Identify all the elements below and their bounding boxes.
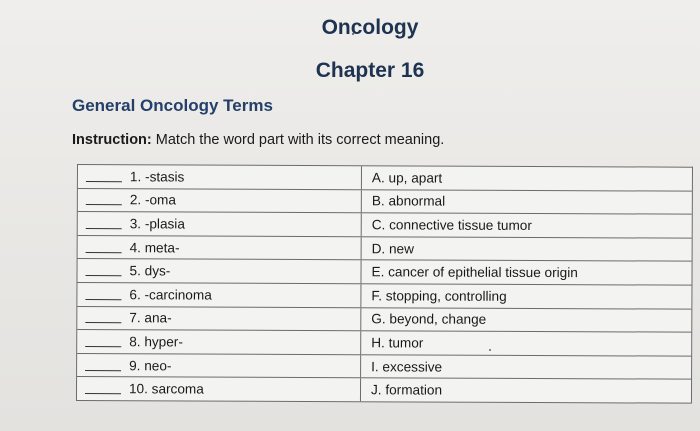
term-cell bbox=[77, 377, 361, 401]
term-text: 2. -oma bbox=[129, 192, 176, 208]
term-cell bbox=[77, 307, 361, 331]
table-row bbox=[77, 330, 691, 356]
answer-blank[interactable] bbox=[85, 289, 121, 300]
page-title: Oncology bbox=[321, 16, 419, 39]
answer-blank[interactable] bbox=[86, 242, 122, 253]
table-row bbox=[77, 354, 691, 380]
instruction-text: Match the word part with its correct meaning. bbox=[151, 132, 445, 148]
term-cell bbox=[77, 330, 361, 354]
table-row bbox=[77, 259, 691, 285]
term-cell bbox=[78, 189, 362, 213]
term-text: 3. -plasia bbox=[129, 216, 185, 232]
term-text: 5. dys- bbox=[129, 263, 171, 279]
meaning-cell: I. excessive bbox=[371, 358, 443, 375]
section-heading: General Oncology Terms bbox=[72, 96, 273, 115]
answer-blank[interactable] bbox=[86, 194, 122, 205]
term-cell bbox=[78, 165, 362, 189]
table-row bbox=[78, 189, 692, 215]
answer-blank[interactable] bbox=[85, 360, 121, 371]
meaning-cell: F. stopping, controlling bbox=[371, 288, 507, 304]
term-text: 9. neo- bbox=[129, 357, 172, 373]
meaning-cell: G. beyond, change bbox=[371, 311, 487, 328]
instruction bbox=[72, 132, 444, 148]
chapter-title: Chapter 16 bbox=[315, 59, 425, 82]
answer-blank[interactable] bbox=[85, 336, 121, 347]
answer-blank[interactable] bbox=[86, 171, 122, 182]
table-row bbox=[77, 307, 691, 333]
term-cell bbox=[77, 259, 361, 283]
table-row bbox=[78, 236, 692, 262]
meaning-cell: E. cancer of epithelial tissue origin bbox=[371, 264, 578, 281]
answer-blank[interactable] bbox=[85, 312, 121, 323]
answer-blank[interactable] bbox=[86, 218, 122, 229]
meaning-cell: C. connective tissue tumor bbox=[371, 217, 532, 233]
meaning-cell: B. abnormal bbox=[371, 193, 446, 209]
term-cell bbox=[77, 283, 361, 307]
table-row bbox=[78, 212, 692, 238]
instruction-label: Instruction: bbox=[72, 132, 152, 148]
meaning-cell: D. new bbox=[371, 240, 414, 257]
term-text: 10. sarcoma bbox=[128, 381, 204, 397]
term-text: 1. -stasis bbox=[129, 169, 185, 185]
term-text: 4. meta- bbox=[129, 239, 180, 256]
term-cell bbox=[78, 212, 362, 236]
answer-blank[interactable] bbox=[86, 265, 122, 276]
term-text: 6. -carcinoma bbox=[129, 286, 212, 303]
table-row bbox=[78, 165, 692, 191]
speck bbox=[489, 349, 491, 351]
term-text: 7. ana- bbox=[129, 310, 172, 326]
meaning-cell: J. formation bbox=[370, 382, 443, 398]
term-cell bbox=[77, 354, 361, 378]
table-row bbox=[77, 283, 691, 309]
meaning-cell: H. tumor bbox=[371, 335, 424, 351]
term-text: 8. hyper- bbox=[129, 334, 183, 350]
term-cell bbox=[78, 236, 362, 260]
table-row bbox=[77, 377, 691, 403]
meaning-cell: A. up, apart bbox=[371, 170, 443, 186]
answer-blank[interactable] bbox=[85, 383, 121, 394]
matching-table bbox=[76, 164, 693, 404]
